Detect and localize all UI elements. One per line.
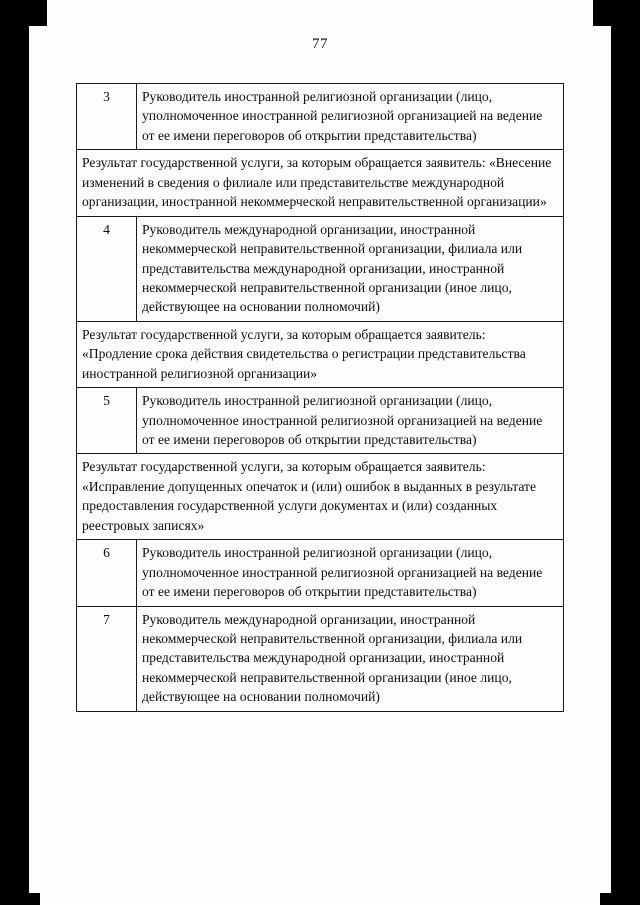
result-text-cell: Результат государственной услуги, за которым обращается заявитель: «Продление срока действия свидетельства о регистрации представительства иностранной религиозной организации» bbox=[77, 321, 564, 387]
scan-edge-right bbox=[611, 0, 640, 905]
document-sheet bbox=[29, 0, 611, 905]
page-number: 77 bbox=[312, 36, 328, 52]
row-number-cell: 4 bbox=[77, 216, 137, 321]
table-row bbox=[77, 606, 564, 711]
row-text-cell: Руководитель иностранной религиозной организации (лицо, уполномоченное иностранной религиозной организацией на ведение от ее имени переговоров об открытии представительства) bbox=[137, 388, 564, 454]
scan-corner-bottom-left bbox=[0, 893, 40, 905]
table-row bbox=[77, 388, 564, 454]
result-text-cell: Результат государственной услуги, за которым обращается заявитель: «Внесение изменений в сведения о филиале или представительстве международной организации, иностранной некоммерческой неправительственной организации» bbox=[77, 150, 564, 216]
table-row bbox=[77, 540, 564, 606]
row-number-cell: 6 bbox=[77, 540, 137, 606]
row-number-cell: 3 bbox=[77, 84, 137, 150]
scan-corner-top-right bbox=[593, 0, 640, 26]
result-text-cell: Результат государственной услуги, за которым обращается заявитель: «Исправление допущенных опечаток и (или) ошибок в выданных в результате предоставления государственной услуги документах и (или) созданных реестровых записях» bbox=[77, 454, 564, 540]
table-row-result bbox=[77, 321, 564, 387]
table-row bbox=[77, 216, 564, 321]
scan-edge-left bbox=[0, 0, 29, 905]
table-row-result bbox=[77, 150, 564, 216]
applicants-table bbox=[76, 83, 564, 712]
row-text-cell: Руководитель международной организации, иностранной некоммерческой неправительственной организации, филиала или представительства международной организации, иностранной некоммерческой неправительственной организации (иное лицо, действующее на основании полномочий) bbox=[137, 216, 564, 321]
row-number-cell: 5 bbox=[77, 388, 137, 454]
table-row bbox=[77, 84, 564, 150]
row-text-cell: Руководитель иностранной религиозной организации (лицо, уполномоченное иностранной религиозной организацией на ведение от ее имени переговоров об открытии представительства) bbox=[137, 540, 564, 606]
row-number-cell: 7 bbox=[77, 606, 137, 711]
table-row-result bbox=[77, 454, 564, 540]
scan-corner-top-left bbox=[0, 0, 47, 26]
row-text-cell: Руководитель международной организации, иностранной некоммерческой неправительственной организации, филиала или представительства международной организации, иностранной некоммерческой неправительственной организации (иное лицо, действующее на основании полномочий) bbox=[137, 606, 564, 711]
row-text-cell: Руководитель иностранной религиозной организации (лицо, уполномоченное иностранной религиозной организацией на ведение от ее имени переговоров об открытии представительства) bbox=[137, 84, 564, 150]
scan-corner-bottom-right bbox=[600, 893, 640, 905]
